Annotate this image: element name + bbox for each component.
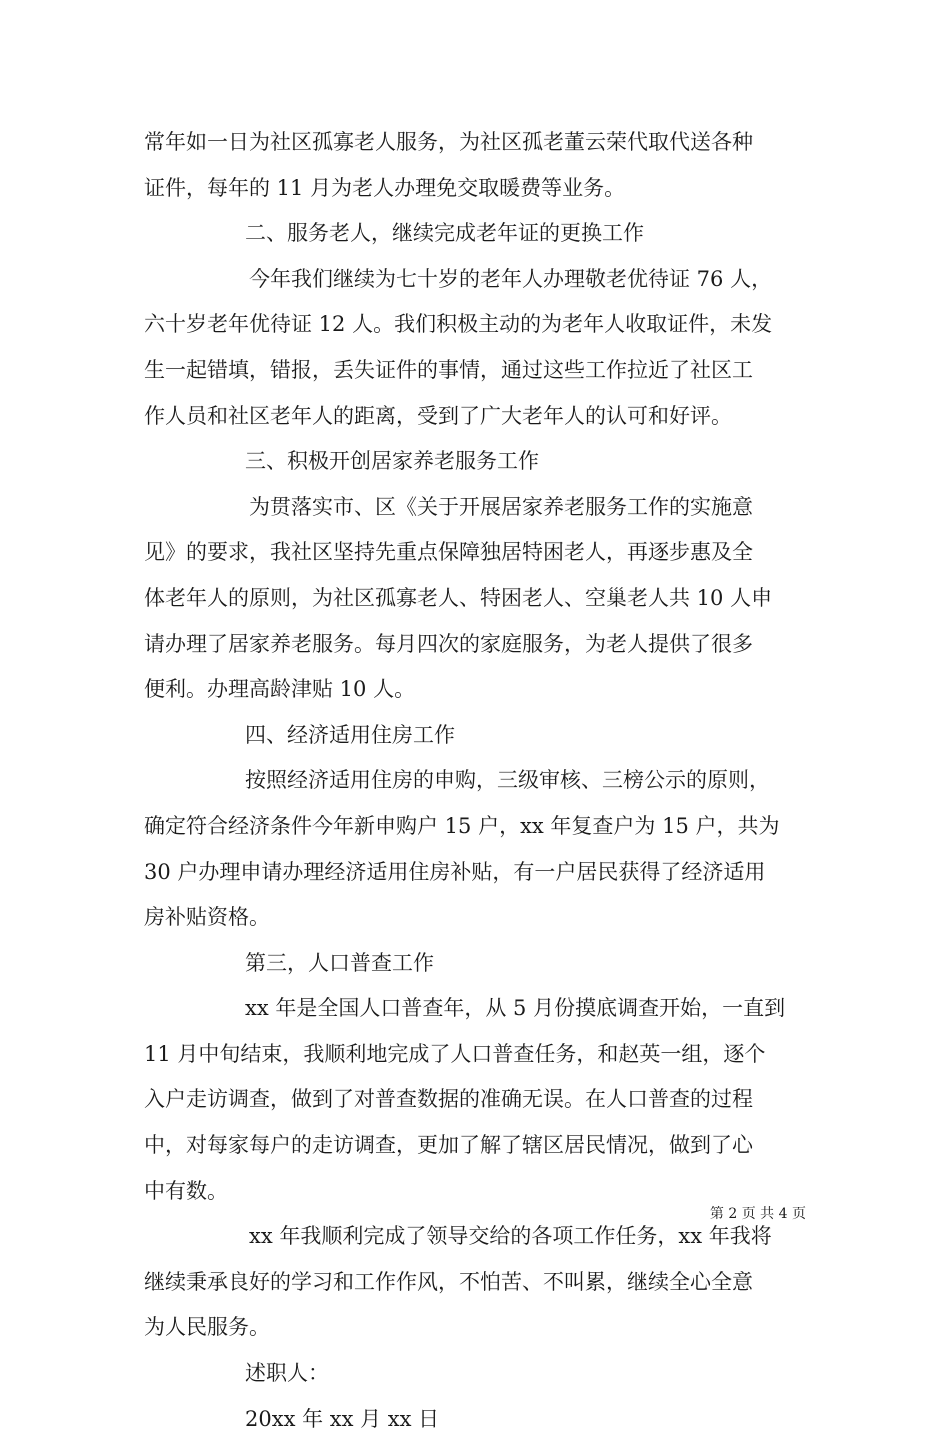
document-body: [144, 120, 806, 1442]
text-line: 按照经济适用住房的申购，三级审核、三榜公示的原则，: [245, 768, 770, 793]
text-line: 房补贴资格。: [144, 905, 270, 930]
text-line: xx 年我顺利完成了领导交给的各项工作任务，xx 年我将: [249, 1224, 772, 1249]
section-heading: 三、积极开创居家养老服务工作: [245, 449, 539, 474]
text-line: 今年我们继续为七十岁的老年人办理敬老优待证 76 人，: [249, 266, 773, 291]
text-line: 入户走访调查，做到了对普查数据的准确无误。在人口普查的过程: [144, 1087, 753, 1112]
signature-label: 述职人：: [245, 1361, 329, 1386]
section-heading: 第三，人口普查工作: [245, 950, 434, 975]
text-line: 继续秉承良好的学习和工作作风，不怕苦、不叫累，继续全心全意: [144, 1269, 753, 1294]
text-line: 为人民服务。: [144, 1315, 270, 1340]
text-line: 30 户办理申请办理经济适用住房补贴，有一户居民获得了经济适用: [144, 859, 766, 884]
text-line: 中有数。: [144, 1178, 228, 1203]
section-heading: 四、经济适用住房工作: [245, 722, 455, 747]
text-line: 请办理了居家养老服务。每月四次的家庭服务，为老人提供了很多: [144, 631, 753, 656]
text-line: 生一起错填，错报，丢失证件的事情，通过这些工作拉近了社区工: [144, 357, 753, 382]
text-line: 常年如一日为社区孤寡老人服务，为社区孤老董云荣代取代送各种: [144, 130, 753, 154]
text-line: 六十岁老年优待证 12 人。我们积极主动的为老年人收取证件，未发: [144, 312, 773, 337]
date-line: 20xx 年 xx 月 xx 日: [245, 1406, 440, 1431]
text-line: 见》的要求，我社区坚持先重点保障独居特困老人，再逐步惠及全: [144, 540, 753, 565]
section-heading: 二、服务老人，继续完成老年证的更换工作: [245, 221, 644, 246]
text-line: 证件，每年的 11 月为老人办理免交取暖费等业务。: [144, 175, 626, 200]
text-line: 为贯落实市、区《关于开展居家养老服务工作的实施意: [249, 494, 753, 519]
text-line: 作人员和社区老年人的距离，受到了广大老年人的认可和好评。: [144, 403, 732, 428]
text-line: 11 月中旬结束，我顺利地完成了人口普查任务，和赵英一组，逐个: [144, 1041, 766, 1066]
text-line: 中，对每家每户的走访调查，更加了解了辖区居民情况，做到了心: [144, 1133, 753, 1158]
text-line: 体老年人的原则，为社区孤寡老人、特困老人、空巢老人共 10 人申: [144, 585, 773, 610]
text-line: 便利。办理高龄津贴 10 人。: [144, 677, 416, 702]
text-line: 确定符合经济条件今年新申购户 15 户，xx 年复查户为 15 户，共为: [144, 813, 780, 838]
page-number: 第 2 页 共 4 页: [709, 1206, 806, 1222]
text-line: xx 年是全国人口普查年，从 5 月份摸底调查开始，一直到: [245, 996, 786, 1021]
